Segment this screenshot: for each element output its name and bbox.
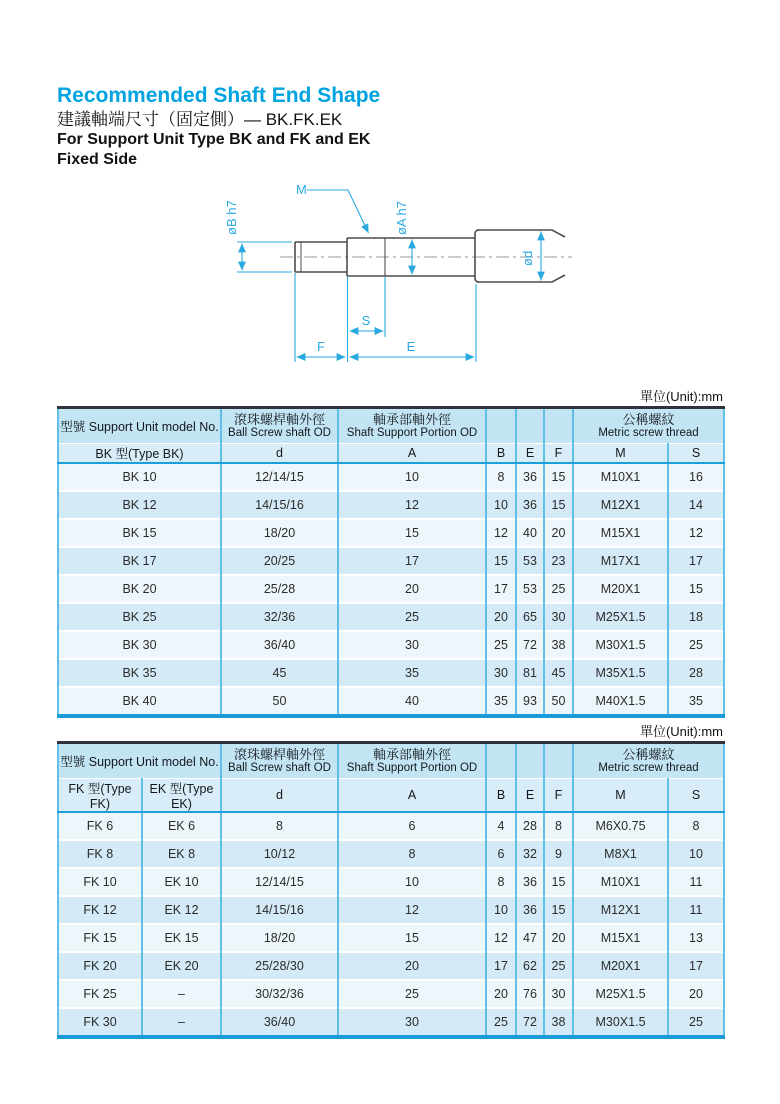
cell: 8 <box>668 812 724 840</box>
cell: EK 8 <box>142 840 221 868</box>
table-row <box>58 812 724 840</box>
cell: M10X1 <box>573 868 668 896</box>
col-symbol: BK 型(Type BK) <box>58 444 221 464</box>
cell: 36 <box>516 491 544 519</box>
cell: 53 <box>516 547 544 575</box>
cell: – <box>142 980 221 1008</box>
cell: M30X1.5 <box>573 631 668 659</box>
cell: 14/15/16 <box>221 896 338 924</box>
cell: 20 <box>486 980 516 1008</box>
cell: 14/15/16 <box>221 491 338 519</box>
cell: FK 25 <box>58 980 142 1008</box>
table-row <box>58 980 724 1008</box>
cell: 12 <box>338 491 486 519</box>
cell: 17 <box>338 547 486 575</box>
cell: 12 <box>338 896 486 924</box>
label-dim-e: E <box>406 339 416 354</box>
label-thread-m: M <box>296 182 307 197</box>
cell: 25/28/30 <box>221 952 338 980</box>
cell: 8 <box>544 812 573 840</box>
cell: 72 <box>516 1008 544 1037</box>
table-row <box>58 687 724 716</box>
cell: 76 <box>516 980 544 1008</box>
cell: 17 <box>486 952 516 980</box>
cell: 62 <box>516 952 544 980</box>
cell: M35X1.5 <box>573 659 668 687</box>
cell: M25X1.5 <box>573 980 668 1008</box>
heading-block <box>57 84 380 170</box>
cell: 35 <box>668 687 724 716</box>
cell: 25 <box>486 1008 516 1037</box>
cell: M15X1 <box>573 519 668 547</box>
cell: 30 <box>544 603 573 631</box>
cell: M12X1 <box>573 896 668 924</box>
cell: BK 12 <box>58 491 221 519</box>
col-header-ballscrew-od: 滾珠螺桿軸外徑 Ball Screw shaft OD <box>221 408 338 444</box>
subtitle-en-line1: For Support Unit Type BK and FK and EK <box>57 131 371 149</box>
table-row <box>58 924 724 952</box>
table-row <box>58 868 724 896</box>
cell: 38 <box>544 1008 573 1037</box>
cell: 38 <box>544 631 573 659</box>
cell: 18/20 <box>221 924 338 952</box>
cell: 8 <box>486 463 516 491</box>
cell: BK 10 <box>58 463 221 491</box>
cell: 36 <box>516 868 544 896</box>
col-symbol: S <box>668 444 724 464</box>
cell: M15X1 <box>573 924 668 952</box>
cell: 40 <box>516 519 544 547</box>
col-symbol: A <box>338 444 486 464</box>
cell: 9 <box>544 840 573 868</box>
cell: 40 <box>338 687 486 716</box>
shaft-end-drawing <box>180 177 620 377</box>
cell: M40X1.5 <box>573 687 668 716</box>
cell: 28 <box>516 812 544 840</box>
cell: – <box>142 1008 221 1037</box>
table-row <box>58 896 724 924</box>
cell: BK 17 <box>58 547 221 575</box>
cell: M17X1 <box>573 547 668 575</box>
label-dia-a: øA h7 <box>394 201 409 235</box>
col-header-empty-e <box>516 408 544 444</box>
col-symbol: B <box>486 779 516 813</box>
cell: 25 <box>544 575 573 603</box>
cell: 36 <box>516 896 544 924</box>
cell: 35 <box>338 659 486 687</box>
cell: 45 <box>221 659 338 687</box>
unit-label-fkek: 單位(Unit):mm <box>639 724 723 739</box>
cell: 25 <box>338 603 486 631</box>
cell: 32/36 <box>221 603 338 631</box>
cell: BK 25 <box>58 603 221 631</box>
col-header-empty-b <box>486 408 516 444</box>
col-symbol: S <box>668 779 724 813</box>
subtitle-en-line2: Fixed Side <box>57 151 138 169</box>
col-symbol: d <box>221 444 338 464</box>
cell: 12 <box>486 924 516 952</box>
cell: 23 <box>544 547 573 575</box>
cell: 10 <box>486 491 516 519</box>
col-symbol: M <box>573 444 668 464</box>
cell: FK 20 <box>58 952 142 980</box>
cell: M12X1 <box>573 491 668 519</box>
cell: 15 <box>668 575 724 603</box>
cell: 6 <box>486 840 516 868</box>
cell: 8 <box>338 840 486 868</box>
cell: 15 <box>338 924 486 952</box>
cell: 25/28 <box>221 575 338 603</box>
cell: 15 <box>544 896 573 924</box>
cell: 25 <box>668 1008 724 1037</box>
col-header-support-od: 軸承部軸外徑 Shaft Support Portion OD <box>338 408 486 444</box>
cell: 15 <box>486 547 516 575</box>
table-row <box>58 519 724 547</box>
cell: 50 <box>221 687 338 716</box>
col-symbol: A <box>338 779 486 813</box>
col-symbol: F <box>544 779 573 813</box>
cell: 20 <box>668 980 724 1008</box>
table-row <box>58 952 724 980</box>
cell: EK 12 <box>142 896 221 924</box>
col-header-support-od: 軸承部軸外徑 Shaft Support Portion OD <box>338 743 486 779</box>
cell: 47 <box>516 924 544 952</box>
table-row <box>58 463 724 491</box>
header-row-symbols <box>58 779 724 813</box>
col-header-empty-f <box>544 408 573 444</box>
cell: 4 <box>486 812 516 840</box>
cell: 15 <box>544 463 573 491</box>
cell: 12 <box>668 519 724 547</box>
cell: FK 30 <box>58 1008 142 1037</box>
col-symbol: E <box>516 444 544 464</box>
cell: 18 <box>668 603 724 631</box>
cell: 25 <box>544 952 573 980</box>
cell: 17 <box>486 575 516 603</box>
bk-spec-table <box>57 406 725 718</box>
col-symbol: d <box>221 779 338 813</box>
cell: 25 <box>668 631 724 659</box>
cell: 30 <box>338 631 486 659</box>
cell: 72 <box>516 631 544 659</box>
cell: BK 35 <box>58 659 221 687</box>
header-row-symbols <box>58 444 724 464</box>
cell: 10/12 <box>221 840 338 868</box>
cell: EK 15 <box>142 924 221 952</box>
header-row-groups <box>58 408 724 444</box>
cell: 32 <box>516 840 544 868</box>
cell: M10X1 <box>573 463 668 491</box>
cell: 17 <box>668 547 724 575</box>
cell: 10 <box>668 840 724 868</box>
cell: 20 <box>338 952 486 980</box>
cell: 53 <box>516 575 544 603</box>
cell: EK 6 <box>142 812 221 840</box>
col-symbol: E <box>516 779 544 813</box>
cell: 13 <box>668 924 724 952</box>
col-header-metric-thread: 公稱螺紋 Metric screw thread <box>573 408 724 444</box>
cell: EK 10 <box>142 868 221 896</box>
cell: BK 15 <box>58 519 221 547</box>
cell: 36/40 <box>221 1008 338 1037</box>
cell: 25 <box>486 631 516 659</box>
cell: 6 <box>338 812 486 840</box>
cell: 45 <box>544 659 573 687</box>
table-row <box>58 1008 724 1037</box>
cell: BK 30 <box>58 631 221 659</box>
table-row <box>58 631 724 659</box>
cell: 20 <box>338 575 486 603</box>
fk-ek-spec-table <box>57 741 725 1039</box>
col-header-empty-e <box>516 743 544 779</box>
cell: 30 <box>338 1008 486 1037</box>
page-title: Recommended Shaft End Shape <box>57 84 381 107</box>
col-header-ballscrew-od: 滾珠螺桿軸外徑 Ball Screw shaft OD <box>221 743 338 779</box>
header-row-groups <box>58 743 724 779</box>
table-row <box>58 547 724 575</box>
unit-label-bk: 單位(Unit):mm <box>639 389 723 404</box>
cell: M30X1.5 <box>573 1008 668 1037</box>
cell: 16 <box>668 463 724 491</box>
cell: 15 <box>338 519 486 547</box>
cell: 20 <box>544 519 573 547</box>
col-header-metric-thread: 公稱螺紋 Metric screw thread <box>573 743 724 779</box>
table-row <box>58 491 724 519</box>
cell: 30 <box>544 980 573 1008</box>
cell: 15 <box>544 868 573 896</box>
cell: 81 <box>516 659 544 687</box>
cell: 8 <box>221 812 338 840</box>
col-symbol: F <box>544 444 573 464</box>
cell: FK 15 <box>58 924 142 952</box>
cell: 14 <box>668 491 724 519</box>
cell: 12/14/15 <box>221 868 338 896</box>
cell: FK 10 <box>58 868 142 896</box>
cell: 28 <box>668 659 724 687</box>
col-symbol: B <box>486 444 516 464</box>
table-row <box>58 603 724 631</box>
col-header-model: 型號 Support Unit model No. <box>58 408 221 444</box>
cell: 36/40 <box>221 631 338 659</box>
cell: 25 <box>338 980 486 1008</box>
cell: 12/14/15 <box>221 463 338 491</box>
cell: 18/20 <box>221 519 338 547</box>
table-row <box>58 840 724 868</box>
cell: 20 <box>544 924 573 952</box>
cell: 30/32/36 <box>221 980 338 1008</box>
cell: 10 <box>338 868 486 896</box>
cell: M6X0.75 <box>573 812 668 840</box>
cell: 35 <box>486 687 516 716</box>
cell: 11 <box>668 868 724 896</box>
cell: 10 <box>486 896 516 924</box>
cell: 17 <box>668 952 724 980</box>
cell: 50 <box>544 687 573 716</box>
cell: FK 8 <box>58 840 142 868</box>
col-symbol: EK 型(Type EK) <box>142 779 221 813</box>
label-dim-f: F <box>317 339 325 354</box>
cell: M25X1.5 <box>573 603 668 631</box>
cell: 8 <box>486 868 516 896</box>
cell: EK 20 <box>142 952 221 980</box>
cell: M8X1 <box>573 840 668 868</box>
cell: 93 <box>516 687 544 716</box>
cell: M20X1 <box>573 952 668 980</box>
cell: 15 <box>544 491 573 519</box>
cell: BK 40 <box>58 687 221 716</box>
cell: FK 6 <box>58 812 142 840</box>
col-symbol: M <box>573 779 668 813</box>
cell: 20/25 <box>221 547 338 575</box>
cell: M20X1 <box>573 575 668 603</box>
col-header-empty-b <box>486 743 516 779</box>
cell: 30 <box>486 659 516 687</box>
label-dia-d: ød <box>520 250 535 266</box>
col-symbol: FK 型(Type FK) <box>58 779 142 813</box>
cell: BK 20 <box>58 575 221 603</box>
table-row <box>58 659 724 687</box>
cell: 65 <box>516 603 544 631</box>
cell: FK 12 <box>58 896 142 924</box>
cell: 20 <box>486 603 516 631</box>
cell: 12 <box>486 519 516 547</box>
col-header-empty-f <box>544 743 573 779</box>
subtitle-cjk: 建議軸端尺寸（固定側）— BK.FK.EK <box>57 110 343 130</box>
cell: 11 <box>668 896 724 924</box>
label-dim-s: S <box>361 313 371 328</box>
cell: 36 <box>516 463 544 491</box>
col-header-model: 型號 Support Unit model No. <box>58 743 221 779</box>
table-row <box>58 575 724 603</box>
cell: 10 <box>338 463 486 491</box>
label-dia-b: øB h7 <box>224 200 239 235</box>
